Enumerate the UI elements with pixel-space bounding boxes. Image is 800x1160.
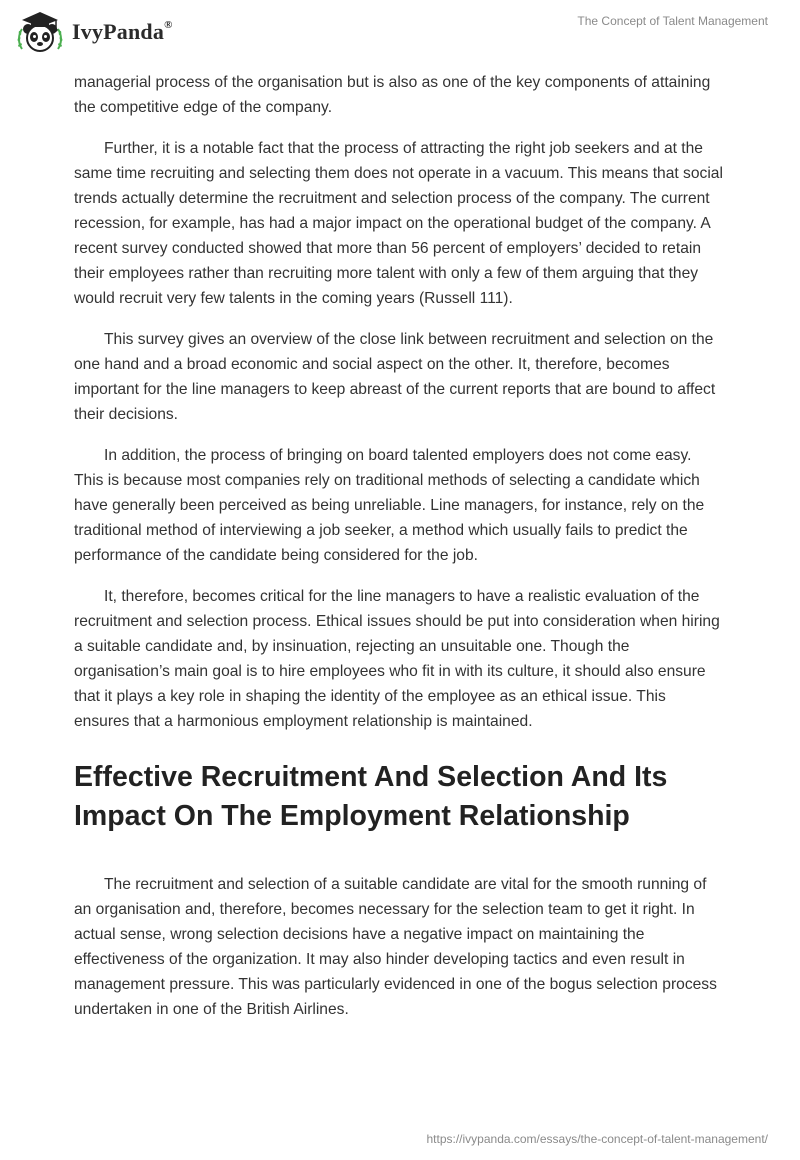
- brand-name: IvyPanda®: [72, 18, 173, 44]
- document-title: The Concept of Talent Management: [577, 14, 768, 28]
- paragraph: The recruitment and selection of a suitable candidate are vital for the smooth running of an organisation and, therefore, becomes necessary for the selection team to get it right. In actual sense, wrong selection decisions have a negative impact on maintaining the effectiveness of the organization. It may also hinder developing tactics and even result in management pressure. This was particularly evidenced in one of the bogus selection process undertaken in one of the British Airlines.: [74, 876, 717, 1018]
- paragraph: Further, it is a notable fact that the process of attracting the right job seekers and at the same time recruiting and selecting them does not operate in a vacuum. This means that social trends actually determine the recruitment and selection process of the company. The current recession, for example, has had a major impact on the operational budget of the company. A recent survey conducted showed that more than 56 percent of employers’ decided to retain their employees rather than recruiting more talent with only a few of them arguing that they would recruit very few talents in the coming years (Russell 111).: [74, 140, 723, 307]
- source-url[interactable]: https://ivypanda.com/essays/the-concept-of-talent-management/: [426, 1132, 768, 1146]
- brand-logo[interactable]: [14, 9, 173, 55]
- paragraph: In addition, the process of bringing on board talented employers does not come easy. This is because most companies rely on traditional methods of selecting a candidate which have generally been perceived as being unreliable. Line managers, for instance, rely on the traditional method of interviewing a job seeker, a method which usually fails to predict the performance of the candidate being considered for the job.: [74, 447, 705, 564]
- paragraph-continued: managerial process of the organisation but is also as one of the key components of attaining the competitive edge of the company.: [74, 74, 711, 116]
- paragraph: This survey gives an overview of the close link between recruitment and selection on the one hand and a broad economic and social aspect on the other. It, therefore, becomes important for the line managers to keep abreast of the current reports that are bound to affect their decisions.: [74, 331, 716, 423]
- registered-mark: ®: [164, 18, 173, 31]
- essay-body: [74, 70, 724, 1038]
- section-heading: Effective Recruitment And Selection And Its Impact On The Employment Relationship: [74, 761, 668, 832]
- page-header: [0, 0, 800, 64]
- panda-graduation-cap-icon: [14, 9, 66, 55]
- paragraph: It, therefore, becomes critical for the line managers to have a realistic evaluation of the recruitment and selection process. Ethical issues should be put into consideration when hiring a suitable candidate and, by insinuation, rejecting an unsuitable one. Though the organisation’s main goal is to hire employees who fit in with its culture, it should also ensure that it plays a key role in shaping the identity of the employee as an ethical issue. This ensures that a harmonious employment relationship is maintained.: [74, 588, 720, 730]
